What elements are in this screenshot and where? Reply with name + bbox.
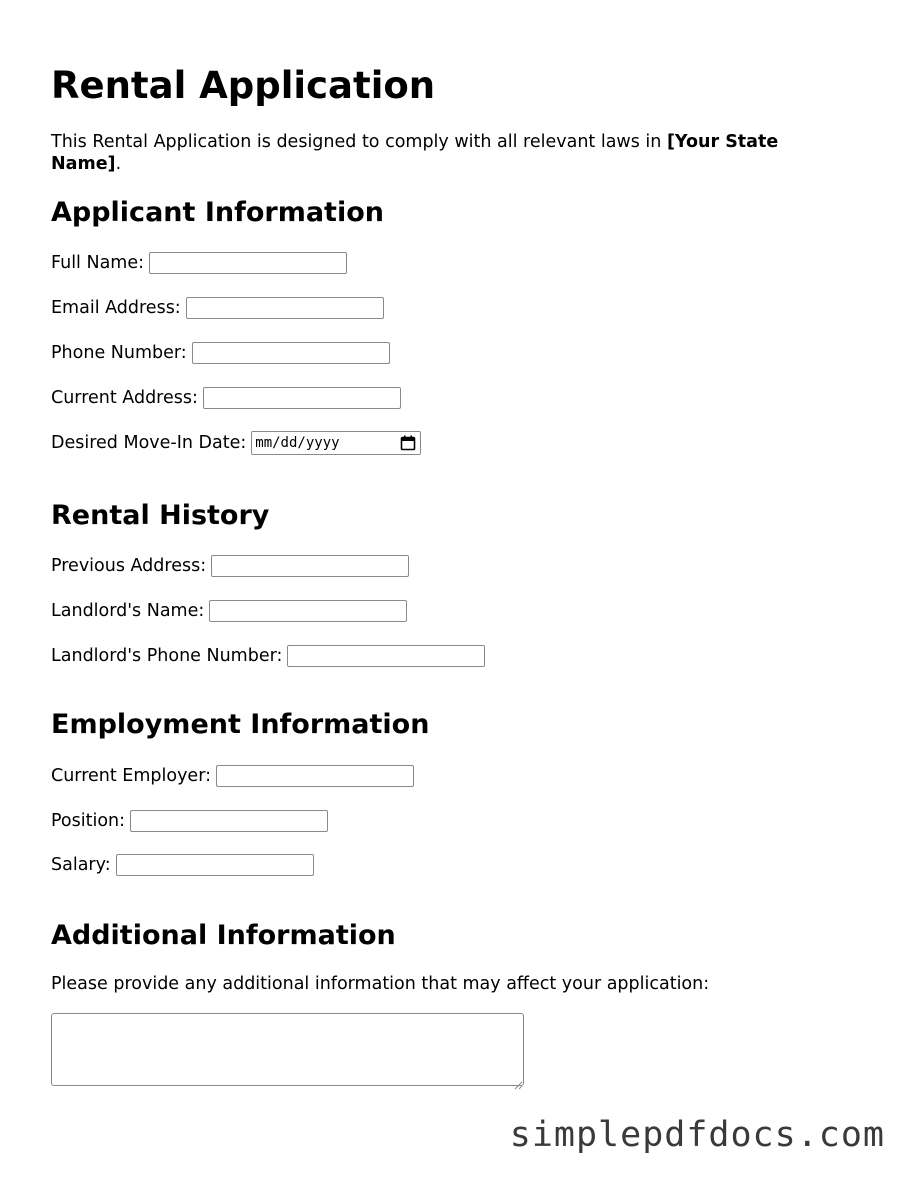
phone-input[interactable] — [192, 342, 390, 364]
phone-label: Phone Number: — [51, 343, 187, 363]
move-in-date-input[interactable] — [251, 431, 421, 455]
email-label: Email Address: — [51, 298, 181, 318]
landlord-name-input[interactable] — [209, 600, 407, 622]
employer-label: Current Employer: — [51, 766, 211, 786]
landlord-phone-row — [51, 643, 485, 669]
full-name-row — [51, 250, 347, 276]
current-address-label: Current Address: — [51, 388, 198, 408]
salary-label: Salary: — [51, 855, 111, 875]
move-in-date-label: Desired Move-In Date: — [51, 433, 247, 453]
position-row — [51, 808, 328, 834]
page-title: Rental Application — [51, 64, 436, 107]
full-name-input[interactable] — [149, 252, 347, 274]
intro-text: This Rental Application is designed to comply with all relevant laws in — [51, 132, 667, 152]
watermark: simplepdfdocs.com — [509, 1115, 885, 1155]
calendar-icon[interactable] — [400, 435, 416, 451]
landlord-name-label: Landlord's Name: — [51, 601, 205, 621]
section-heading-employment: Employment Information — [51, 709, 430, 740]
move-in-date-row — [51, 430, 421, 456]
current-address-input[interactable] — [203, 387, 401, 409]
previous-address-input[interactable] — [211, 555, 409, 577]
employer-input[interactable] — [216, 765, 414, 787]
intro-paragraph — [51, 131, 831, 175]
resize-grip-icon[interactable] — [513, 1075, 523, 1085]
phone-row — [51, 340, 390, 366]
full-name-label: Full Name: — [51, 253, 145, 273]
previous-address-label: Previous Address: — [51, 556, 207, 576]
move-in-date-placeholder: mm/dd/yyyy — [255, 435, 340, 451]
salary-row — [51, 852, 314, 878]
section-heading-rental-history: Rental History — [51, 500, 270, 531]
additional-info-prompt: Please provide any additional information that may affect your application: — [51, 974, 710, 994]
section-heading-applicant: Applicant Information — [51, 197, 384, 228]
position-input[interactable] — [130, 810, 328, 832]
position-label: Position: — [51, 811, 126, 831]
email-input[interactable] — [186, 297, 384, 319]
section-heading-additional: Additional Information — [51, 920, 396, 951]
previous-address-row — [51, 553, 409, 579]
additional-info-textarea[interactable] — [51, 1013, 524, 1086]
landlord-name-row — [51, 598, 407, 624]
employer-row — [51, 763, 414, 789]
salary-input[interactable] — [116, 854, 314, 876]
landlord-phone-label: Landlord's Phone Number: — [51, 646, 283, 666]
landlord-phone-input[interactable] — [287, 645, 485, 667]
email-row — [51, 295, 384, 321]
current-address-row — [51, 385, 401, 411]
intro-period: . — [115, 154, 122, 174]
intro-state-placeholder: [Your State Name] — [51, 132, 779, 174]
